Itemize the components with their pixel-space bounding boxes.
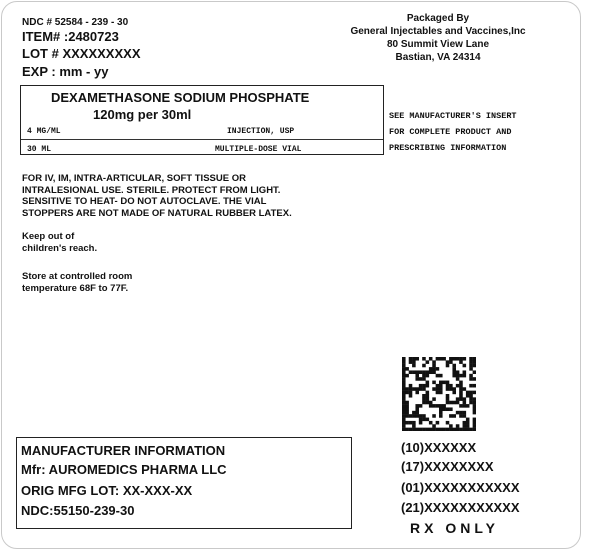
gs1-gtin: (01)XXXXXXXXXXX bbox=[401, 480, 520, 495]
administration-line: STOPPERS ARE NOT MADE OF NATURAL RUBBER LATEX. bbox=[22, 207, 292, 219]
product-name: DEXAMETHASONE SODIUM PHOSPHATE bbox=[51, 90, 310, 105]
expiration-date: EXP : mm - yy bbox=[22, 64, 109, 79]
administration-line: SENSITIVE TO HEAT- DO NOT AUTOCLAVE. THE VIAL bbox=[22, 196, 267, 207]
insert-note-line: SEE MANUFACTURER'S INSERT bbox=[389, 111, 517, 121]
packager-city: Bastian, VA 24314 bbox=[395, 52, 481, 63]
gs1-expiry: (17)XXXXXXXX bbox=[401, 459, 494, 474]
product-volume: 30 ML bbox=[27, 145, 52, 154]
ndc-top: NDC # 52584 - 239 - 30 bbox=[22, 17, 129, 28]
administration-text bbox=[22, 173, 292, 219]
insert-note-line: PRESCRIBING INFORMATION bbox=[389, 143, 507, 153]
lot-number: LOT # XXXXXXXXX bbox=[22, 46, 141, 61]
packager-street: 80 Summit View Lane bbox=[386, 39, 490, 50]
packager-name: General Injectables and Vaccines,Inc bbox=[350, 26, 526, 37]
gs1-batch: (10)XXXXXX bbox=[401, 440, 477, 455]
storage-line: temperature 68F to 77F. bbox=[22, 282, 129, 294]
keep-out-line: children's reach. bbox=[22, 242, 98, 254]
storage-text bbox=[22, 271, 132, 294]
gs1-serial: (21)XXXXXXXXXXX bbox=[401, 500, 520, 515]
product-route: INJECTION, USP bbox=[227, 127, 295, 136]
product-strength: 120mg per 30ml bbox=[93, 107, 192, 122]
packager-heading: Packaged By bbox=[406, 13, 470, 24]
product-vial-type: MULTIPLE-DOSE VIAL bbox=[215, 145, 302, 154]
product-divider bbox=[21, 139, 383, 140]
manufacturer-box bbox=[16, 437, 352, 529]
manufacturer-heading: MANUFACTURER INFORMATION bbox=[21, 443, 226, 458]
administration-line: INTRALESIONAL USE. STERILE. PROTECT FROM LIGHT. bbox=[22, 184, 281, 196]
manufacturer-ndc: NDC:55150-239-30 bbox=[21, 503, 135, 518]
keep-out-line: Keep out of bbox=[22, 231, 75, 242]
insert-note bbox=[389, 108, 517, 156]
storage-line: Store at controlled room bbox=[22, 271, 133, 282]
packager-block bbox=[318, 12, 558, 64]
keep-out-text bbox=[22, 231, 97, 254]
product-box bbox=[20, 85, 384, 155]
product-concentration: 4 MG/ML bbox=[27, 127, 61, 136]
insert-note-line: FOR COMPLETE PRODUCT AND bbox=[389, 127, 512, 137]
datamatrix-barcode-icon bbox=[402, 357, 476, 431]
rx-only: RX ONLY bbox=[410, 520, 499, 536]
manufacturer-name: Mfr: AUROMEDICS PHARMA LLC bbox=[21, 462, 227, 477]
item-number: ITEM# :2480723 bbox=[22, 29, 119, 44]
administration-line: FOR IV, IM, INTRA-ARTICULAR, SOFT TISSUE OR bbox=[22, 173, 246, 184]
manufacturer-orig-lot: ORIG MFG LOT: XX-XXX-XX bbox=[21, 483, 193, 498]
